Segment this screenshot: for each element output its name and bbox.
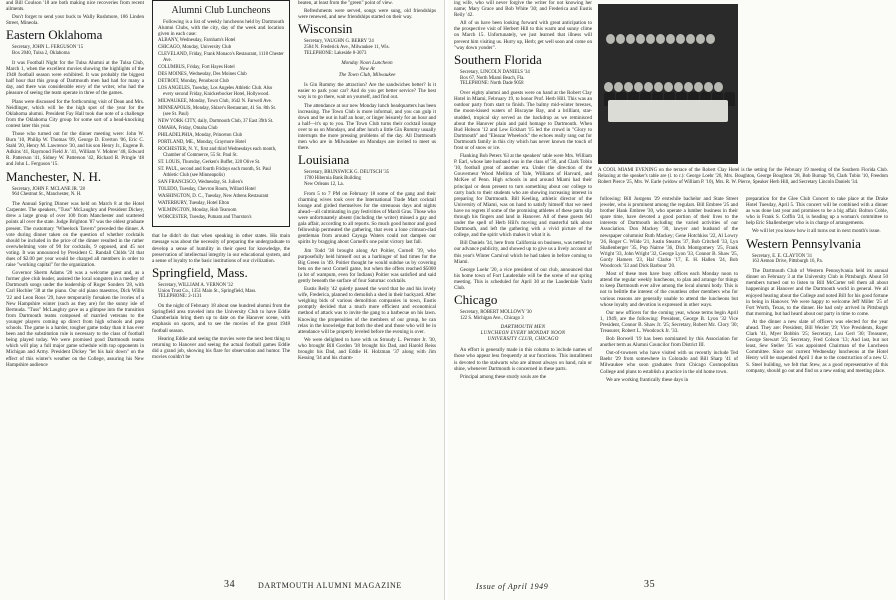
address-line: 2584 N. Frederick Ave., Milwaukee 11, Wis. bbox=[304, 45, 390, 51]
phone-line: TELEPHONE: Lakeside 8-3073 bbox=[304, 50, 367, 56]
phone-line: TELEPHONE: 2-1131 bbox=[158, 294, 202, 300]
paragraph: The Dartmouth Club of Western Pennsylvania held its annual dinner on February 3 at the University Club in Pittsburgh. About 50 members turned out to listen to Bill McCarter tell them all about happenings at Hanover and the Dartmouth world in general. We all enjoyed hearing about the College and noted Bill for his good fortune in being in Hanover. We were happy to welcome Jeff Miller '25 of Fort Worth, Texas, to the dinner. He had only arrived in Pittsburgh that morning, but had heard about our party in time to come. bbox=[746, 268, 888, 317]
luncheon-item: DES MOINES, Wednesday, Des Moines Club bbox=[158, 72, 247, 78]
paragraph: Bob Borwell '19 has been nominated by this Association for another term as Alumni Councilor from District III. bbox=[600, 336, 738, 349]
luncheon-item: SAN FRANCISCO, Wednesday, St. Julien's bbox=[158, 179, 243, 185]
paragraph: George Loehr '20, a vice president of our club, announced that his home town of Fort Lauderdale will be the scene of our spring meeting. This is scheduled for April 30 at the Lauderdale Yacht Club. bbox=[454, 266, 592, 292]
section-title-eastern-oklahoma: Eastern Oklahoma bbox=[6, 27, 103, 43]
right-column-1 bbox=[454, 0, 592, 560]
section-title-manchester: Manchester, N. H. bbox=[6, 168, 102, 184]
address-line: Box 67, North Miami Beach, Fla. bbox=[460, 75, 525, 81]
right-column-2 bbox=[600, 196, 738, 560]
section-title-chicago: Chicago bbox=[454, 292, 498, 308]
address-line: 163 Aemon Drive, Pittsburgh 16, Pa. bbox=[752, 259, 823, 265]
secretary-line: Secretary, VAUGHN G. BERRY '24 bbox=[304, 39, 374, 45]
luncheon-item: CLEVELAND, Friday, Frank Monaco's Restaurant, 1118 Chester Ave. bbox=[158, 52, 284, 64]
paragraph: On the night of February 18 about one hundred alumni from the Springfield area traveled into the University Club to have Eddie Chamberlain bring them up to date on the Hanover scene, with emphasis on sports, and to see the movies of the great 1948 football season. bbox=[152, 303, 290, 334]
paragraph: We will let you know how it all turns out in next month's issue. bbox=[752, 228, 881, 235]
paragraph: that he didn't do that when speaking in other states. His main message was about the necessity of preparing the undergraduate to develop a sense of humility in their quest for knowledge, the preservation of intellectual integrity in our educational system, and a sense of loyalty to the basic institutions of our civilization. bbox=[152, 233, 290, 264]
paragraph: Governor Sherm Adams '20 was a welcome guest and, as a former glee club leader, assisted the local songsters in a medley of Dartmouth songs under the leadership of Roger Sonders '28, with Carl Hochler '38 at the piano. Our old piano maestros, Dick Willis '22 and Leon Roos '29, have temporarily forsaken the ivories of a New Hampshire winter (such as they are) for the sunny isle of Bermuda. "Tuss" McLaughry gave us a glimpse into the transition from Dartmouth teams composed of married veterans to the younger players coming up direct from high schools and prep schools. The game is a harder, tougher game today than it has ever been and the substitution rule is necessary to the class of football being played today. We were promised good Dartmouth teams which will play a full major game schedule with top opponents in Michigan and Army. President Dickey "let his hair down" on the effect of this winter's weather on the College, assuring his New Hampshire audience bbox=[6, 270, 144, 368]
tablecloth bbox=[608, 100, 728, 122]
paragraph: Our new officers for the coming year, whose terms begin April 1, 1949, are the following: President, George B. Lyon '32 Vice President, Connor B. Shaw Jr. '25; Secretary, Robert Mc. Clory '30; Treasurer, Robert L. Woodcock Jr. '33. bbox=[600, 309, 738, 334]
journal-title: DARTMOUTH ALUMNI MAGAZINE bbox=[258, 581, 402, 590]
luncheon-item: ROCHESTER, N. Y., first and third Wednesdays each month, Chamber of Commerce, 55 St. Paul St. bbox=[158, 147, 277, 158]
luncheon-item: ST. LOUIS, Thursday, Gerken's Buffet, 320 Olive St. bbox=[158, 159, 261, 165]
guest-row bbox=[606, 34, 715, 44]
paragraph: ing wife, who will never forgive the writer for not knowing her name; Mary Grace and Bob White '30; and Frederica and Eustis Reily '42. bbox=[454, 0, 592, 19]
luncheon-item: ALBANY, Wednesday, Farnham's Hotel bbox=[158, 38, 236, 44]
paragraph: and Bill Coulson '18 are both making nice recoveries from recent ailments. bbox=[6, 0, 144, 13]
luncheons-intro: Following is a list of weekly luncheons held by Dartmouth Alumni Clubs, with the city, day of the week and location given in each case: bbox=[158, 19, 284, 38]
luncheon-notice: Monday Noon Luncheon Now At The Town Club, Milwaukee bbox=[338, 59, 396, 79]
right-page bbox=[448, 0, 896, 600]
luncheon-item: LOS ANGELES, Tuesday, Los Angeles Athletic Club. Also every second Friday, Knickerbocker Hotel, Hollywood. bbox=[158, 86, 273, 98]
luncheon-item: WORCESTER, Tuesday, Putnam and Thurston's bbox=[158, 215, 252, 221]
paragraph: Over eighty alumni and guests were on hand at the Robert Clay Hotel in Miami, February 19, to honor Prof. Herb Hill. This was an outdoor party from start to finish. The balmy mid-winter breezes, the moon-kissed waters of Biscayne Bay, and a brilliant, star-studded, tropical sky served as the backdrop as we reminisced about the Hanover plain and paid homage to Dartmouth. When Bud Hobson '12 and Lew Eckhart '15 led the crowd in "Glory to Dartmouth" and "Eleazar Wheelock" the echoes really rang out for Dartmouth family in this city which has never known the touch of frost or of snow or ice. bbox=[454, 90, 592, 151]
paragraph: At the dinner a new slate of officers was elected for the year ahead. They are: President, Bill Wexler '29; Vice Presidents, Roger Clark '41, Myer Bobbin '25; Secretary, Lou Gerl '30; Treasurer, George Stewart '25; Secretary, Fred Colson '13; And last, but not least, Sew Steller '35 was appointed Chairman of the Luncheon Committee. Since our current Wednesday luncheons at the Hotel Henry will be suspended April 1 due to the construction of a new U. S. Steel building, we felt that Stew, as a good representative of this company, should go out and find us a new eating and meeting place. bbox=[746, 318, 888, 374]
paragraph: The Annual Spring Dinner was held on March 8 at the Hotel Carpenter. The speakers, "Tuss" McLaughry and President Dickey, drew a large group of over 100 from Manchester and scattered points all over the state. Judge Brighton '87 was the oldest graduate present. The customary "Wheelock Tavern" preceded the dinner. A vote during dinner taken on the question of whether cocktails should be included in the price of the dinner resulted in the rather overwhelming vote of 90 for cocktails, 9 opposed, and 45 not voting. It was announced by President C. Randall Childs '24 that dues of $2.00 per year would be charged all members in order to raise "working capital" for the organization. bbox=[6, 201, 144, 269]
paragraph: preparation for the Glee Club Concert to take place at the Drake Hotel Tuesday, April 5. This concert will be combined with a dinner as was done last year and promises to be a big affair. Bolton Coble, who is Frank S. Coffin '24, is heading up a woman's committee to help Eric Shallenberger who is in charge of arrangements. bbox=[746, 196, 888, 227]
paragraph: An effort is generally made in this column to include names of those who appear less frequently at our functions. This installment is devoted to the stalwarts who are almost always on hand, rain or shine, whenever Dartmouth is concerned in these parts. bbox=[454, 347, 592, 372]
luncheon-item: MINNEAPOLIS, Monday, Shizer's Restaurant, 41 So. 8th St. (see St. Paul) bbox=[158, 106, 277, 117]
address-line: 1700 Hibernia Bank Building bbox=[304, 176, 361, 182]
luncheon-item: OMAHA, Friday, Omaha Club bbox=[158, 126, 218, 131]
secretary-line: Secretary, WILLIAM A. VERNON '32 bbox=[158, 282, 233, 288]
right-column-3 bbox=[746, 196, 888, 560]
secretary-line: Secretary, E. E. CLAYTON '31 bbox=[752, 253, 813, 259]
paragraph: We were delighted to have with us Stroudy L. Perrnter Jr. '30, who brought Bill Gordon '38 brought his Dad, and Harold Reiss brought his Dad, and Eddie H. Holzman '37 along with Jim Kessing '34 and his charm- bbox=[298, 336, 436, 362]
paragraph: Hearing Eddie and seeing the movies were the next best thing to returning to Hanover and seeing the actual football games Eddie did a grand job, showing his flare for observation and humor. The movies couldn't be bbox=[152, 335, 290, 360]
paragraph: The attendance at our new Monday lunch headquarters has been increasing. The Town Club is more informal, and you can gulp it down and be out in half an hour, or linger leisurely for an hour and a half—it's up to you. The Town Club turns their cocktail lounge over to us on Mondays, and after lunch a little Gin Rummy usually interrupts the more pressing problems of the day. All Dartmouth men who are in Milwaukee on Mondays are invited to meet us there. bbox=[298, 102, 436, 152]
paragraph: Is Gin Rummy the attraction? Are the sandwiches better? Is it easier to park your car? And do you get better service? The best way is to go there, wait on yourself, and find out. bbox=[298, 82, 436, 101]
luncheons-title: Alumni Club Luncheons bbox=[171, 5, 271, 16]
luncheon-item: WATERBURY, Tuesday, Hotel Elton bbox=[158, 201, 230, 207]
luncheon-item: DETROIT, Monday, Penobscot Club bbox=[158, 79, 229, 85]
dinner-photo bbox=[598, 4, 738, 164]
paragraph: beaten, at least from the "green" point of view. bbox=[298, 0, 393, 6]
paragraph: Out-of-towners who have visited with us recently include Ted Baehr '29 from somewhere in Colorado and Bill Sharp '41 of Milwaukee who soon graduates from Chicago Cosmopolitan College and plans to establish a practice in the old home town. bbox=[600, 350, 738, 375]
issue-date: Issue of April 1949 bbox=[476, 582, 549, 591]
address-line: 964 Chestnut St., Manchester, N. H. bbox=[12, 192, 82, 198]
luncheon-item: MILWAUKEE, Monday, Town Club, 1642 N. Farwell Ave. bbox=[158, 99, 272, 105]
section-title-western-pennsylvania: Western Pennsylvania bbox=[746, 235, 861, 251]
secretary-line: Secretary, JOHN L. FERGUSON '15 bbox=[12, 45, 84, 51]
paragraph: Eustis Reily '42 quietly passed the word that he and his lovely wife, Frederica, planned to demolish a shed in their backyard. After weighing bids of various demolition companies in town, Eustis promptly decided that a much more efficient and economical method of attack was to invite the gang to a barbecue on his lawn. Knowing the propensities of the members of our group, he can relax in the knowledge that both the shed and those who will be in attendance will be properly leveled before the evening is over. bbox=[298, 286, 436, 335]
paragraph: Bill Daniels '34, here from California on business, was netted by our advance publicity, and showed up to give us a lively account of this year's Winter Carnival which he had taken in before coming to Miami. bbox=[454, 240, 592, 265]
paragraph: Don't forget to send your buck to Wally Rushmore, 186 Linden Street, Mineola. bbox=[6, 14, 144, 27]
secretary-line: Secretary, ROBERT MOLLOWY '30 bbox=[460, 310, 532, 316]
luncheon-notice: DARTMOUTH MEN LUNCHEON EVERY MONDAY NOON UNIVERSITY CLUB, CHICAGO bbox=[480, 324, 566, 343]
left-page bbox=[0, 0, 445, 600]
left-column-2 bbox=[152, 0, 290, 560]
luncheon-item: PHILADELPHIA, Monday, Princeton Club bbox=[158, 133, 243, 139]
luncheon-item: PORTLAND, ME., Monday, Graymore Hotel bbox=[158, 140, 246, 146]
section-title-louisiana: Louisiana bbox=[298, 152, 350, 168]
address-line: 122 S. Michigan Ave., Chicago 3 bbox=[460, 315, 524, 321]
paragraph: Plans were discussed for the forthcoming visit of Dean and Mrs. Neidlinger, which will be the high spot of the year for the Oklahoma alumni. President Fay Hall took due note of a challenge from the Oklahoma City group for some sort of a head-knocking contest later this year. bbox=[6, 98, 144, 129]
section-title-springfield: Springfield, Mass. bbox=[152, 264, 248, 280]
speakers-table-row bbox=[604, 82, 723, 92]
paragraph: Principal among these sturdy souls are the bbox=[460, 373, 547, 380]
address-line: Box 2040, Tulsa 2, Oklahoma bbox=[12, 51, 70, 57]
page-number-right: 35 bbox=[644, 579, 656, 590]
address-line: New Orleans 12, La. bbox=[304, 181, 344, 187]
luncheon-item: NEW YORK CITY, daily, Dartmouth Club, 37 East 39th St. bbox=[158, 118, 274, 124]
luncheon-item: CHICAGO, Monday, University Club bbox=[158, 45, 232, 51]
luncheon-item: WILMINGTON, Monday, Hob Tearoom bbox=[158, 208, 237, 214]
paragraph: Those who turned out for the dinner meeting were: John W. Burn '10, Phillip W. Thomas '09, George D. Everton '06, Eric C. Stahl '20, Henry M. Lawrence '30, and his son Henry Jr., Eugene B. Adkins '41, Raymond Field Jr. '41, William V. Mohrer '48, Edward R. Patterson '41, Sidney W. Patterson '42, Richard B. Pringle '48 and John L. Ferguson '15. bbox=[6, 131, 144, 168]
paragraph: Most of these men have busy offices each Monday noon to attend the regular weekly luncheons, to plan and arrange for things to keep Dartmouth ever alive among the local alumni body. This is not to belittle the interest of the countless other members who for various reasons are generally unable to attend the luncheons but whose loyalty and devotion is expressed in other ways. bbox=[600, 271, 738, 308]
paragraph: It was Football Night for the Tulsa Alumni at the Tulsa Club, March 1, when the excellent movies showing the highlights of the 1948 football season were exhibited. It was probably the biggest half hour that this group of Dartmouth men had had for many a day, and there was considerable envy of the writer, who had the pleasure of seeing the team operate in three of the games. bbox=[6, 59, 144, 97]
photo-caption: A COOL MIAMI EVENING on the terrace of the Robert Clay Hotel is the setting for the February 19 meeting of the Southern Florida Club. Relaxing at the speaker's table are (l. to r.): George Loehr '20, Mrs. Boughton, George Boughton '28, Bob Burnap '94, Clark Tobin '10, Freedom Robert Pierce '25, Mrs. W. Earle (widow of William P. '10), Mrs. R. W. Pierce, Speaker Herb Hill, and Secretary Lincoln Daniels '34. bbox=[598, 168, 888, 185]
paragraph: following: Bill Justgens '29 erstwhile bachelor and State Street jeweler, who is prominent among the regulars. Bill Embree '25 and brother Hank Embree '30, who operate a lumber business in their spare time, have devoted a good portion of their lives to the interests of Dartmouth including the varied activities of our Association. Don Mackey '30, lawyer and husband of the newspaper columnist Ruth Mackey; Gene Hotchkiss '22, Al Lowry '26, Roger C. Wilde '21, Justin Stearns '37, Bob Critchell '33, Lyn Shallenberger '35, Pop Nairne '36, Dick Montgomery '25, Frank Wright '33, John Wright '32, George Lyon '33, Connor B. Shaw '25, Gordy Hamers '23, Hal Clarke '17, E. H. Hallen '24, Bob Woodcock '33 and Dick Barbour '20. bbox=[600, 196, 738, 270]
paragraph: Jim Todd '38 brought along Art Poitier, Cornell '39, who purposefully held himself out as a harbinger of bad times for the Big Green in '49. Poitier thought he would subdue us by covering bets on the next Cornell game, but when the offers reached $5000 (a lot of wampum, even for Indians) Poitier was satisfied and said gently beneath the surface of four Saturnac cocktails. bbox=[298, 247, 436, 285]
paragraph: Refreshments were served, songs were sung, old friendships were renewed, and new friendships started on their way. bbox=[298, 8, 436, 21]
luncheon-item: COLUMBUS, Friday, Fort Hayes Hotel bbox=[158, 65, 235, 71]
luncheons-box bbox=[152, 0, 290, 227]
luncheon-item: ST. PAUL, second and fourth Fridays each month, St. Paul Athletic Club (see Minneapolis) bbox=[158, 167, 271, 178]
page-number-left: 34 bbox=[224, 579, 236, 590]
luncheon-item: TOLEDO, Tuesday, Chevron Room, Willard Hotel bbox=[158, 186, 256, 192]
left-column-3 bbox=[298, 0, 436, 560]
paragraph: From 5 to 7 PM on February 18 some of the gang and their charming wives took over the International Trade Mart cocktail lounge and girded themselves for the strenuous days and nights ahead—all culminating in gay festivities of Mardi Gras. Those who were unfortunately absent (including the writer) missed a gay and gala affair, according to all reports. So much good humor and good fellowship permeated the gathering, that even a lone crimson-clad gentleman from around Cayuga Waters could not dampen our spirits by bragging about Cornell's one point victory last fall. bbox=[298, 190, 436, 246]
luncheon-item: WASHINGTON, D. C., Tuesday, New Athens Restaurant bbox=[158, 193, 269, 199]
left-column-1 bbox=[6, 0, 144, 560]
section-title-southern-florida: Southern Florida bbox=[454, 51, 542, 67]
secretary-line: Secretary, JOHN F. MCLANE JR. '28 bbox=[12, 186, 85, 192]
address-line: Union Trust Co., 1351 Main St., Springfield, Mass. bbox=[158, 288, 257, 294]
paragraph: All of us have been looking forward with great anticipation to the prospective visit of Herbert Hill to this warm and sunny clime on March 15. Unfortunately, we just learned that illness will prevent him visiting us. Hurry up, Herb; get well soon and come on "way down yonder". bbox=[454, 20, 592, 51]
phone-line: TELEPHONE: North Dade 9058 bbox=[460, 81, 524, 87]
secretary-line: Secretary, BRUNSWICK G. DEUTSCH '35 bbox=[304, 170, 390, 176]
secretary-line: Secretary, LINCOLN DANIELS '34 bbox=[460, 69, 530, 75]
paragraph: Flanking Bob Peters '63 at the speakers' table were Mrs. William P. Earl, whose late husband was in the class of '36, and Clark Tobin '10, football great of another era. Under the direction of the Gouverneur Wood Mellinn of Yale, Williams of Harvard, and McKee of Penn. High schools in and around Miami had their principal or dean present to turn something about our college to carry back to their students who are showing increasing interest in preparing for Dartmouth. Bill Keeling, athletic director of the University of Miami, was on hand to satisfy himself that we need have no regrets if some of the promising athletes of these parts slip through his fingers and land in Hanover. All of these guests fell under the spell of Herb Hill's moving and masterful talk about Dartmouth, and left the gathering with a vivid picture of the college, and the spirit which makes it what it is. bbox=[454, 153, 592, 239]
section-title-wisconsin: Wisconsin bbox=[298, 21, 353, 37]
paragraph: We are working frantically these days in bbox=[606, 376, 689, 383]
